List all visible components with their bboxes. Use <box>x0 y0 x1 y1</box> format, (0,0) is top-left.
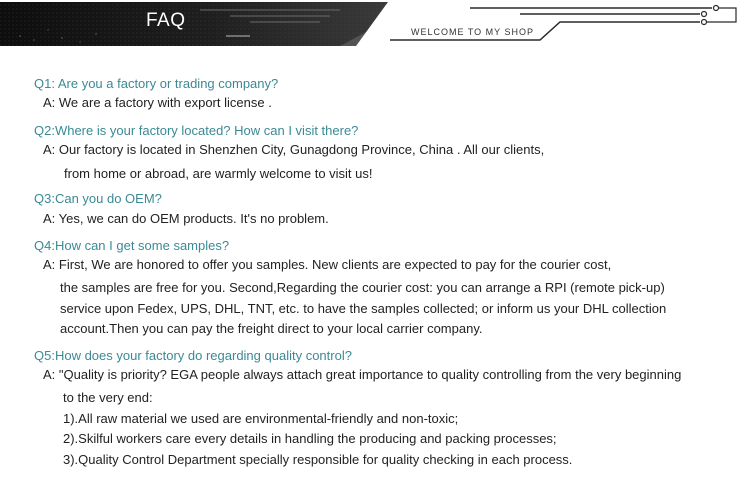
page-title: FAQ <box>146 10 186 31</box>
faq-question-3: Q3:Can you do OEM? <box>34 191 162 206</box>
faq-answer-3: A: Yes, we can do OEM products. It's no problem. <box>43 211 329 226</box>
faq-question-4: Q4:How can I get some samples? <box>34 238 230 253</box>
faq-answer-4-line-1: A: First, We are honored to offer you samples. New clients are expected to pay for the courier cost, <box>43 257 612 272</box>
faq-answer-2-line-2: from home or abroad, are warmly welcome to visit us! <box>64 166 373 181</box>
faq-answer-4-line-4: account.Then you can pay the freight direct to your local carrier company. <box>60 321 483 336</box>
faq-answer-5-line-1: A: "Quality is priority? EGA people always attach great importance to quality controlling from the very beginning <box>43 367 682 382</box>
faq-answer-4-line-2: the samples are free for you. Second,Regarding the courier cost: you can arrange a RPI (remote pick-up) <box>60 280 665 295</box>
faq-answer-5-line-5: 3).Quality Control Department specially responsible for quality checking in each process. <box>63 452 573 467</box>
faq-answer-5-line-4: 2).Skilful workers care every details in handling the producing and packing processes; <box>63 431 557 446</box>
faq-answer-5-line-2: to the very end: <box>63 390 153 405</box>
welcome-label: WELCOME TO MY SHOP <box>411 27 535 37</box>
faq-answer-2-line-1: A: Our factory is located in Shenzhen City, Gunagdong Province, China . All our clients, <box>43 142 545 157</box>
faq-banner <box>0 0 750 60</box>
faq-question-2: Q2:Where is your factory located? How can I visit there? <box>34 123 359 138</box>
faq-answer-4-line-3: service upon Fedex, UPS, DHL, TNT, etc. to have the samples collected; or inform us your DHL collection <box>60 301 667 316</box>
faq-question-1: Q1: Are you a factory or trading company? <box>34 76 279 91</box>
faq-answer-1: A: We are a factory with export license . <box>43 95 272 110</box>
faq-question-5: Q5:How does your factory do regarding quality control? <box>34 348 352 363</box>
faq-answer-5-line-3: 1).All raw material we used are environmental-friendly and non-toxic; <box>63 411 459 426</box>
banner-graphic <box>0 0 750 60</box>
